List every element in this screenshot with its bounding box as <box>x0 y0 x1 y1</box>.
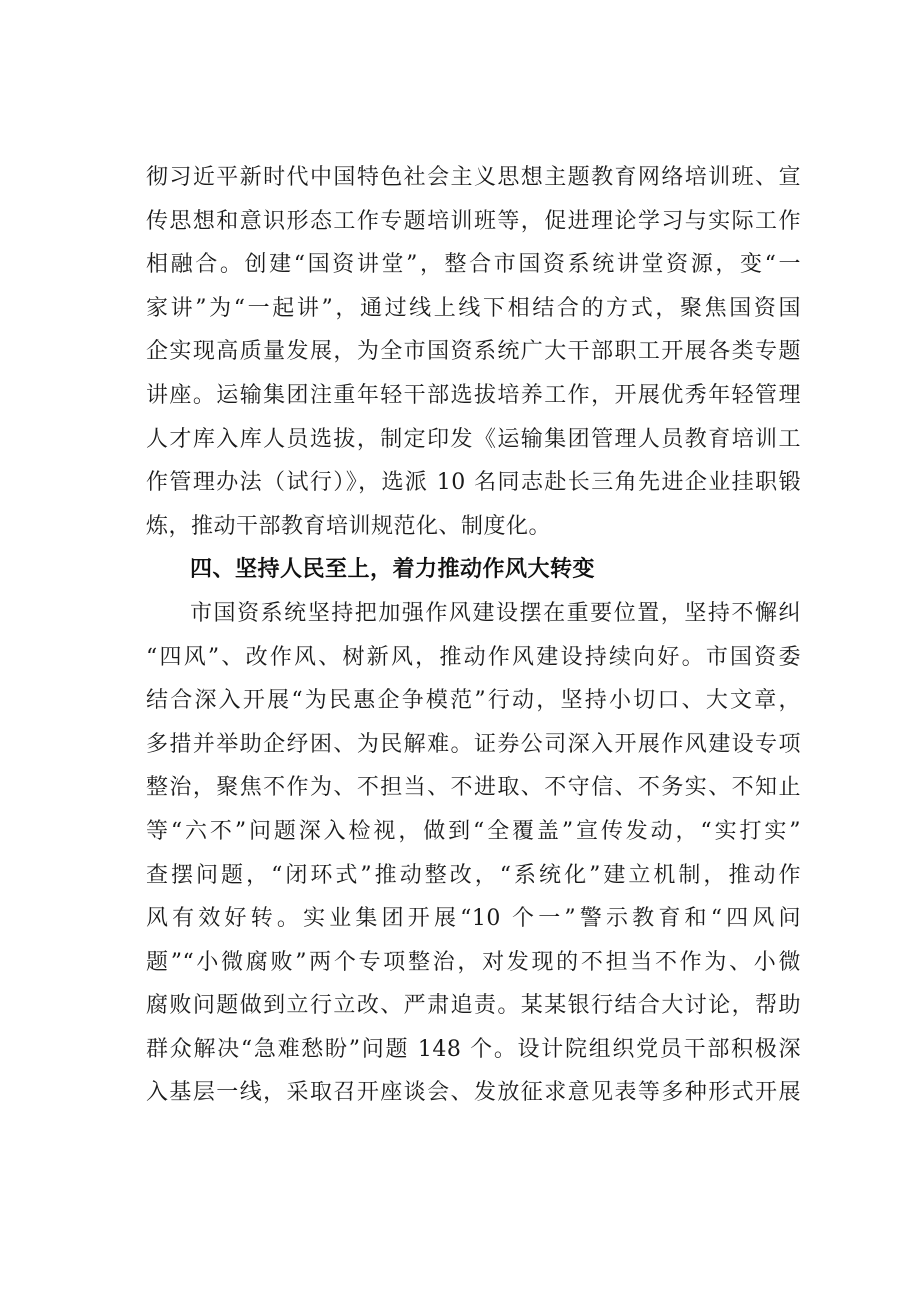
text-line: 查摆问题，“闭环式”推动整改，“系统化”建立机制，推动作 <box>146 862 801 888</box>
text-line: 炼，推动干部教育培训规范化、制度化。 <box>146 513 552 539</box>
text-line: 群众解决“急难愁盼”问题 148 个。设计院组织党员干部积极深 <box>146 1036 801 1062</box>
section-paragraph <box>146 592 801 1115</box>
text-line: 整治，聚焦不作为、不担当、不进取、不守信、不务实、不知止 <box>146 775 801 801</box>
text-line: 讲座。运输集团注重年轻干部选拔培养工作，开展优秀年轻管理 <box>146 382 801 408</box>
section-heading: 四、坚持人民至上，着力推动作风大转变 <box>190 557 596 583</box>
text-line: “四风”、改作风、树新风，推动作风建设持续向好。市国资委 <box>146 644 801 670</box>
text-line: 风有效好转。实业集团开展“10 个一”警示教育和“四风问 <box>146 906 801 932</box>
text-line: 传思想和意识形态工作专题培训班等，促进理论学习与实际工作 <box>146 208 801 234</box>
text-line: 相融合。创建“国资讲堂”，整合市国资系统讲堂资源，变“一 <box>146 252 801 278</box>
text-line: 结合深入开展“为民惠企争模范”行动，坚持小切口、大文章， <box>146 688 801 714</box>
text-line: 题”“小微腐败”两个专项整治，对发现的不担当不作为、小微 <box>146 949 801 975</box>
paragraph-continuation <box>146 156 801 548</box>
document-body <box>146 156 801 1115</box>
text-line: 彻习近平新时代中国特色社会主义思想主题教育网络培训班、宣 <box>146 165 801 190</box>
text-line: 人才库入库人员选拔，制定印发《运输集团管理人员教育培训工 <box>146 426 801 452</box>
text-line: 多措并举助企纾困、为民解难。证券公司深入开展作风建设专项 <box>146 731 801 757</box>
text-line: 等“六不”问题深入检视，做到“全覆盖”宣传发动，“实打实” <box>146 818 801 844</box>
text-line: 腐败问题做到立行立改、严肃追责。某某银行结合大讨论，帮助 <box>146 993 801 1019</box>
text-line: 市国资系统坚持把加强作风建设摆在重要位置，坚持不懈纠 <box>190 600 801 626</box>
text-line: 家讲”为“一起讲”，通过线上线下相结合的方式，聚焦国资国 <box>146 295 801 321</box>
text-line: 企实现高质量发展，为全市国资系统广大干部职工开展各类专题 <box>146 339 801 365</box>
text-line: 入基层一线，采取召开座谈会、发放征求意见表等多种形式开展 <box>146 1080 801 1106</box>
text-line: 作管理办法（试行）》，选派 10 名同志赴长三角先进企业挂职锻 <box>146 470 801 496</box>
